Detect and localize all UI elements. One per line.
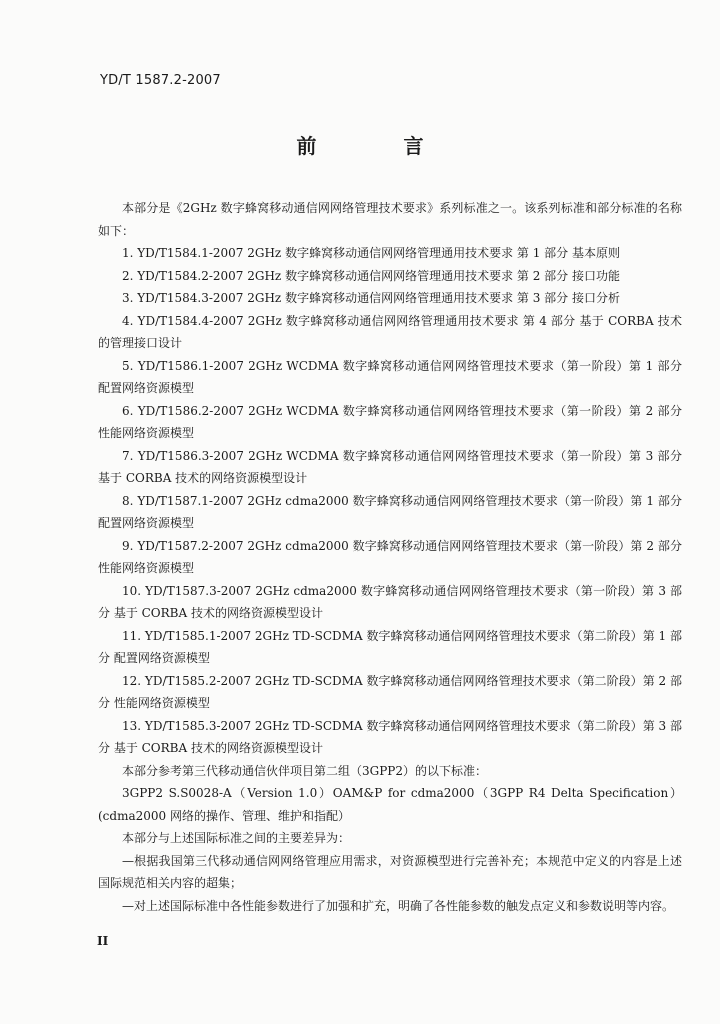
page-title: 前 言 bbox=[296, 134, 450, 158]
difference-item: —对上述国际标准中各性能参数进行了加强和扩充，明确了各性能参数的触发点定义和参数说明等内容。 bbox=[122, 898, 675, 913]
reference-intro: 本部分参考第三代移动通信伙伴项目第二组（3GPP2）的以下标准： bbox=[122, 763, 488, 778]
list-item: 8. YD/T1587.1-2007 2GHz cdma2000 数字蜂窝移动通信网网络管理技术要求（第一阶段）第 1 部分 配置网络资源模型 bbox=[98, 493, 682, 530]
list-item: 7. YD/T1586.3-2007 2GHz WCDMA 数字蜂窝移动通信网网络管理技术要求（第一阶段）第 3 部分 基于 CORBA 技术的网络资源模型设计 bbox=[98, 448, 682, 485]
page-number: II bbox=[97, 934, 109, 948]
reference-standard: 3GPP2 S.S0028-A（Version 1.0）OAM&P for cdma2000（3GPP R4 Delta Specification）(cdma2000 网络的操作、管理、维护和指配） bbox=[98, 786, 682, 823]
document-code: YD/T 1587.2-2007 bbox=[100, 73, 221, 88]
list-item: 9. YD/T1587.2-2007 2GHz cdma2000 数字蜂窝移动通信网网络管理技术要求（第一阶段）第 2 部分 性能网络资源模型 bbox=[98, 538, 682, 575]
list-item: 6. YD/T1586.2-2007 2GHz WCDMA 数字蜂窝移动通信网网络管理技术要求（第一阶段）第 2 部分 性能网络资源模型 bbox=[98, 403, 682, 440]
list-item: 2. YD/T1584.2-2007 2GHz 数字蜂窝移动通信网网络管理通用技术要求 第 2 部分 接口功能 bbox=[122, 268, 620, 283]
standards-list bbox=[98, 242, 682, 760]
list-item: 11. YD/T1585.1-2007 2GHz TD-SCDMA 数字蜂窝移动通信网网络管理技术要求（第二阶段）第 1 部分 配置网络资源模型 bbox=[98, 628, 682, 665]
difference-item: —根据我国第三代移动通信网网络管理应用需求，对资源模型进行完善补充；本规范中定义的内容是上述国际规范相关内容的超集； bbox=[98, 853, 682, 890]
list-item: 12. YD/T1585.2-2007 2GHz TD-SCDMA 数字蜂窝移动通信网网络管理技术要求（第二阶段）第 2 部分 性能网络资源模型 bbox=[98, 673, 682, 710]
list-item: 5. YD/T1586.1-2007 2GHz WCDMA 数字蜂窝移动通信网网络管理技术要求（第一阶段）第 1 部分 配置网络资源模型 bbox=[98, 358, 682, 395]
intro-paragraph: 本部分是《2GHz 数字蜂窝移动通信网网络管理技术要求》系列标准之一。该系列标准和部分标准的名称如下： bbox=[98, 201, 682, 238]
list-item: 10. YD/T1587.3-2007 2GHz cdma2000 数字蜂窝移动通信网网络管理技术要求（第一阶段）第 3 部分 基于 CORBA 技术的网络资源模型设计 bbox=[98, 583, 682, 620]
list-item: 3. YD/T1584.3-2007 2GHz 数字蜂窝移动通信网网络管理通用技术要求 第 3 部分 接口分析 bbox=[122, 291, 620, 305]
list-item: 1. YD/T1584.1-2007 2GHz 数字蜂窝移动通信网网络管理通用技术要求 第 1 部分 基本原则 bbox=[122, 246, 620, 260]
document-body bbox=[98, 197, 682, 917]
differences-intro: 本部分与上述国际标准之间的主要差异为： bbox=[122, 831, 351, 845]
list-item: 4. YD/T1584.4-2007 2GHz 数字蜂窝移动通信网网络管理通用技术要求 第 4 部分 基于 CORBA 技术的管理接口设计 bbox=[98, 313, 682, 350]
list-item: 13. YD/T1585.3-2007 2GHz TD-SCDMA 数字蜂窝移动通信网网络管理技术要求（第二阶段）第 3 部分 基于 CORBA 技术的网络资源模型设计 bbox=[98, 718, 682, 755]
